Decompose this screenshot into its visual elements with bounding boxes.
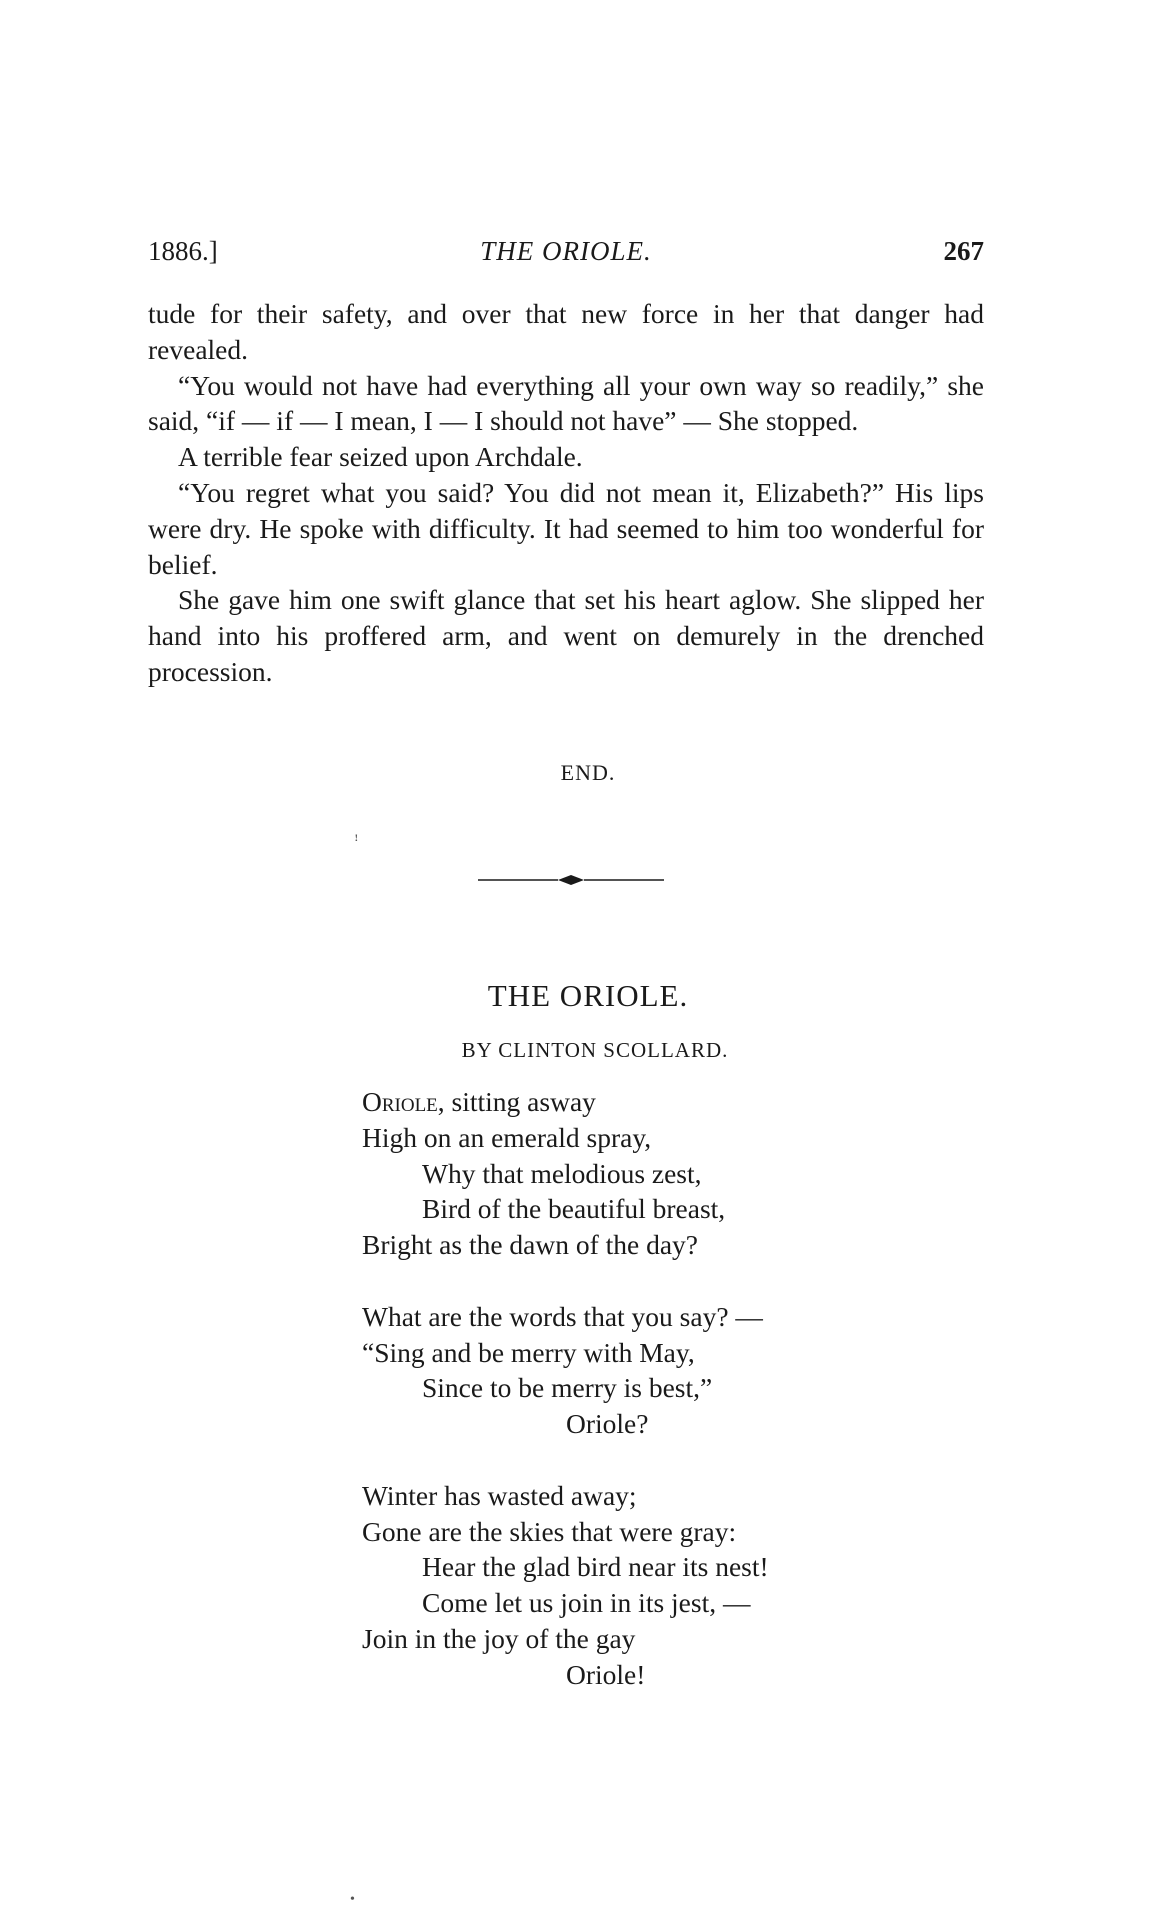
- print-speck: •: [350, 1892, 355, 1907]
- poem-line: Bright as the dawn of the day?: [362, 1229, 699, 1261]
- poem-line: Join in the joy of the gay: [362, 1622, 636, 1654]
- poem-line: Oriole?: [566, 1408, 649, 1440]
- story-ending-text: [148, 296, 984, 690]
- print-speck: ꜝ: [354, 836, 359, 851]
- poem-line: Gone are the skies that were gray:: [362, 1515, 737, 1547]
- poem-line: Hear the glad bird near its nest!: [422, 1551, 769, 1583]
- poem-line: “Sing and be merry with May,: [362, 1336, 695, 1368]
- poem-line: Winter has wasted away;: [362, 1479, 637, 1511]
- poem-line: Oriole, sitting asway: [362, 1086, 596, 1117]
- poem-line: What are the words that you say? —: [362, 1300, 763, 1332]
- poem-line: Why that melodious zest,: [422, 1157, 702, 1189]
- running-head-title: THE ORIOLE.: [480, 236, 652, 266]
- paragraph: She gave him one swift glance that set his heart aglow. She slipped her hand into his proffered arm, and went on demurely in the drenched procession.: [148, 584, 984, 687]
- page-number: 267: [943, 236, 984, 266]
- paragraph: “You would not have had everything all your own way so readily,” she said, “if — if — I mean, I — I should not have” — She stopped.: [148, 369, 984, 437]
- running-head: [148, 236, 984, 272]
- stanza: [362, 1299, 922, 1442]
- paragraph: A terrible fear seized upon Archdale.: [178, 441, 583, 473]
- poem-title: THE ORIOLE.: [487, 978, 689, 1013]
- poem-line: High on an emerald spray,: [362, 1121, 652, 1153]
- poem-byline: BY CLINTON SCOLLARD.: [461, 1038, 729, 1062]
- running-head-year: 1886.]: [148, 236, 218, 266]
- poem-line: Come let us join in its jest, —: [422, 1587, 751, 1619]
- paragraph: tude for their safety, and over that new force in her that danger had revealed.: [148, 298, 984, 365]
- divider-ornament: [478, 872, 664, 888]
- end-label: END.: [560, 760, 616, 785]
- stanza: [362, 1084, 922, 1263]
- poem-line: Oriole!: [566, 1658, 646, 1690]
- poem-line: Bird of the beautiful breast,: [422, 1193, 726, 1225]
- paragraph: “You regret what you said? You did not mean it, Elizabeth?” His lips were dry. He spoke with difficulty. It had seemed to him too wonderful for belief.: [148, 476, 984, 580]
- stanza: [362, 1478, 922, 1693]
- poem-body: [362, 1084, 922, 1728]
- poem-line: Since to be merry is best,”: [422, 1372, 713, 1404]
